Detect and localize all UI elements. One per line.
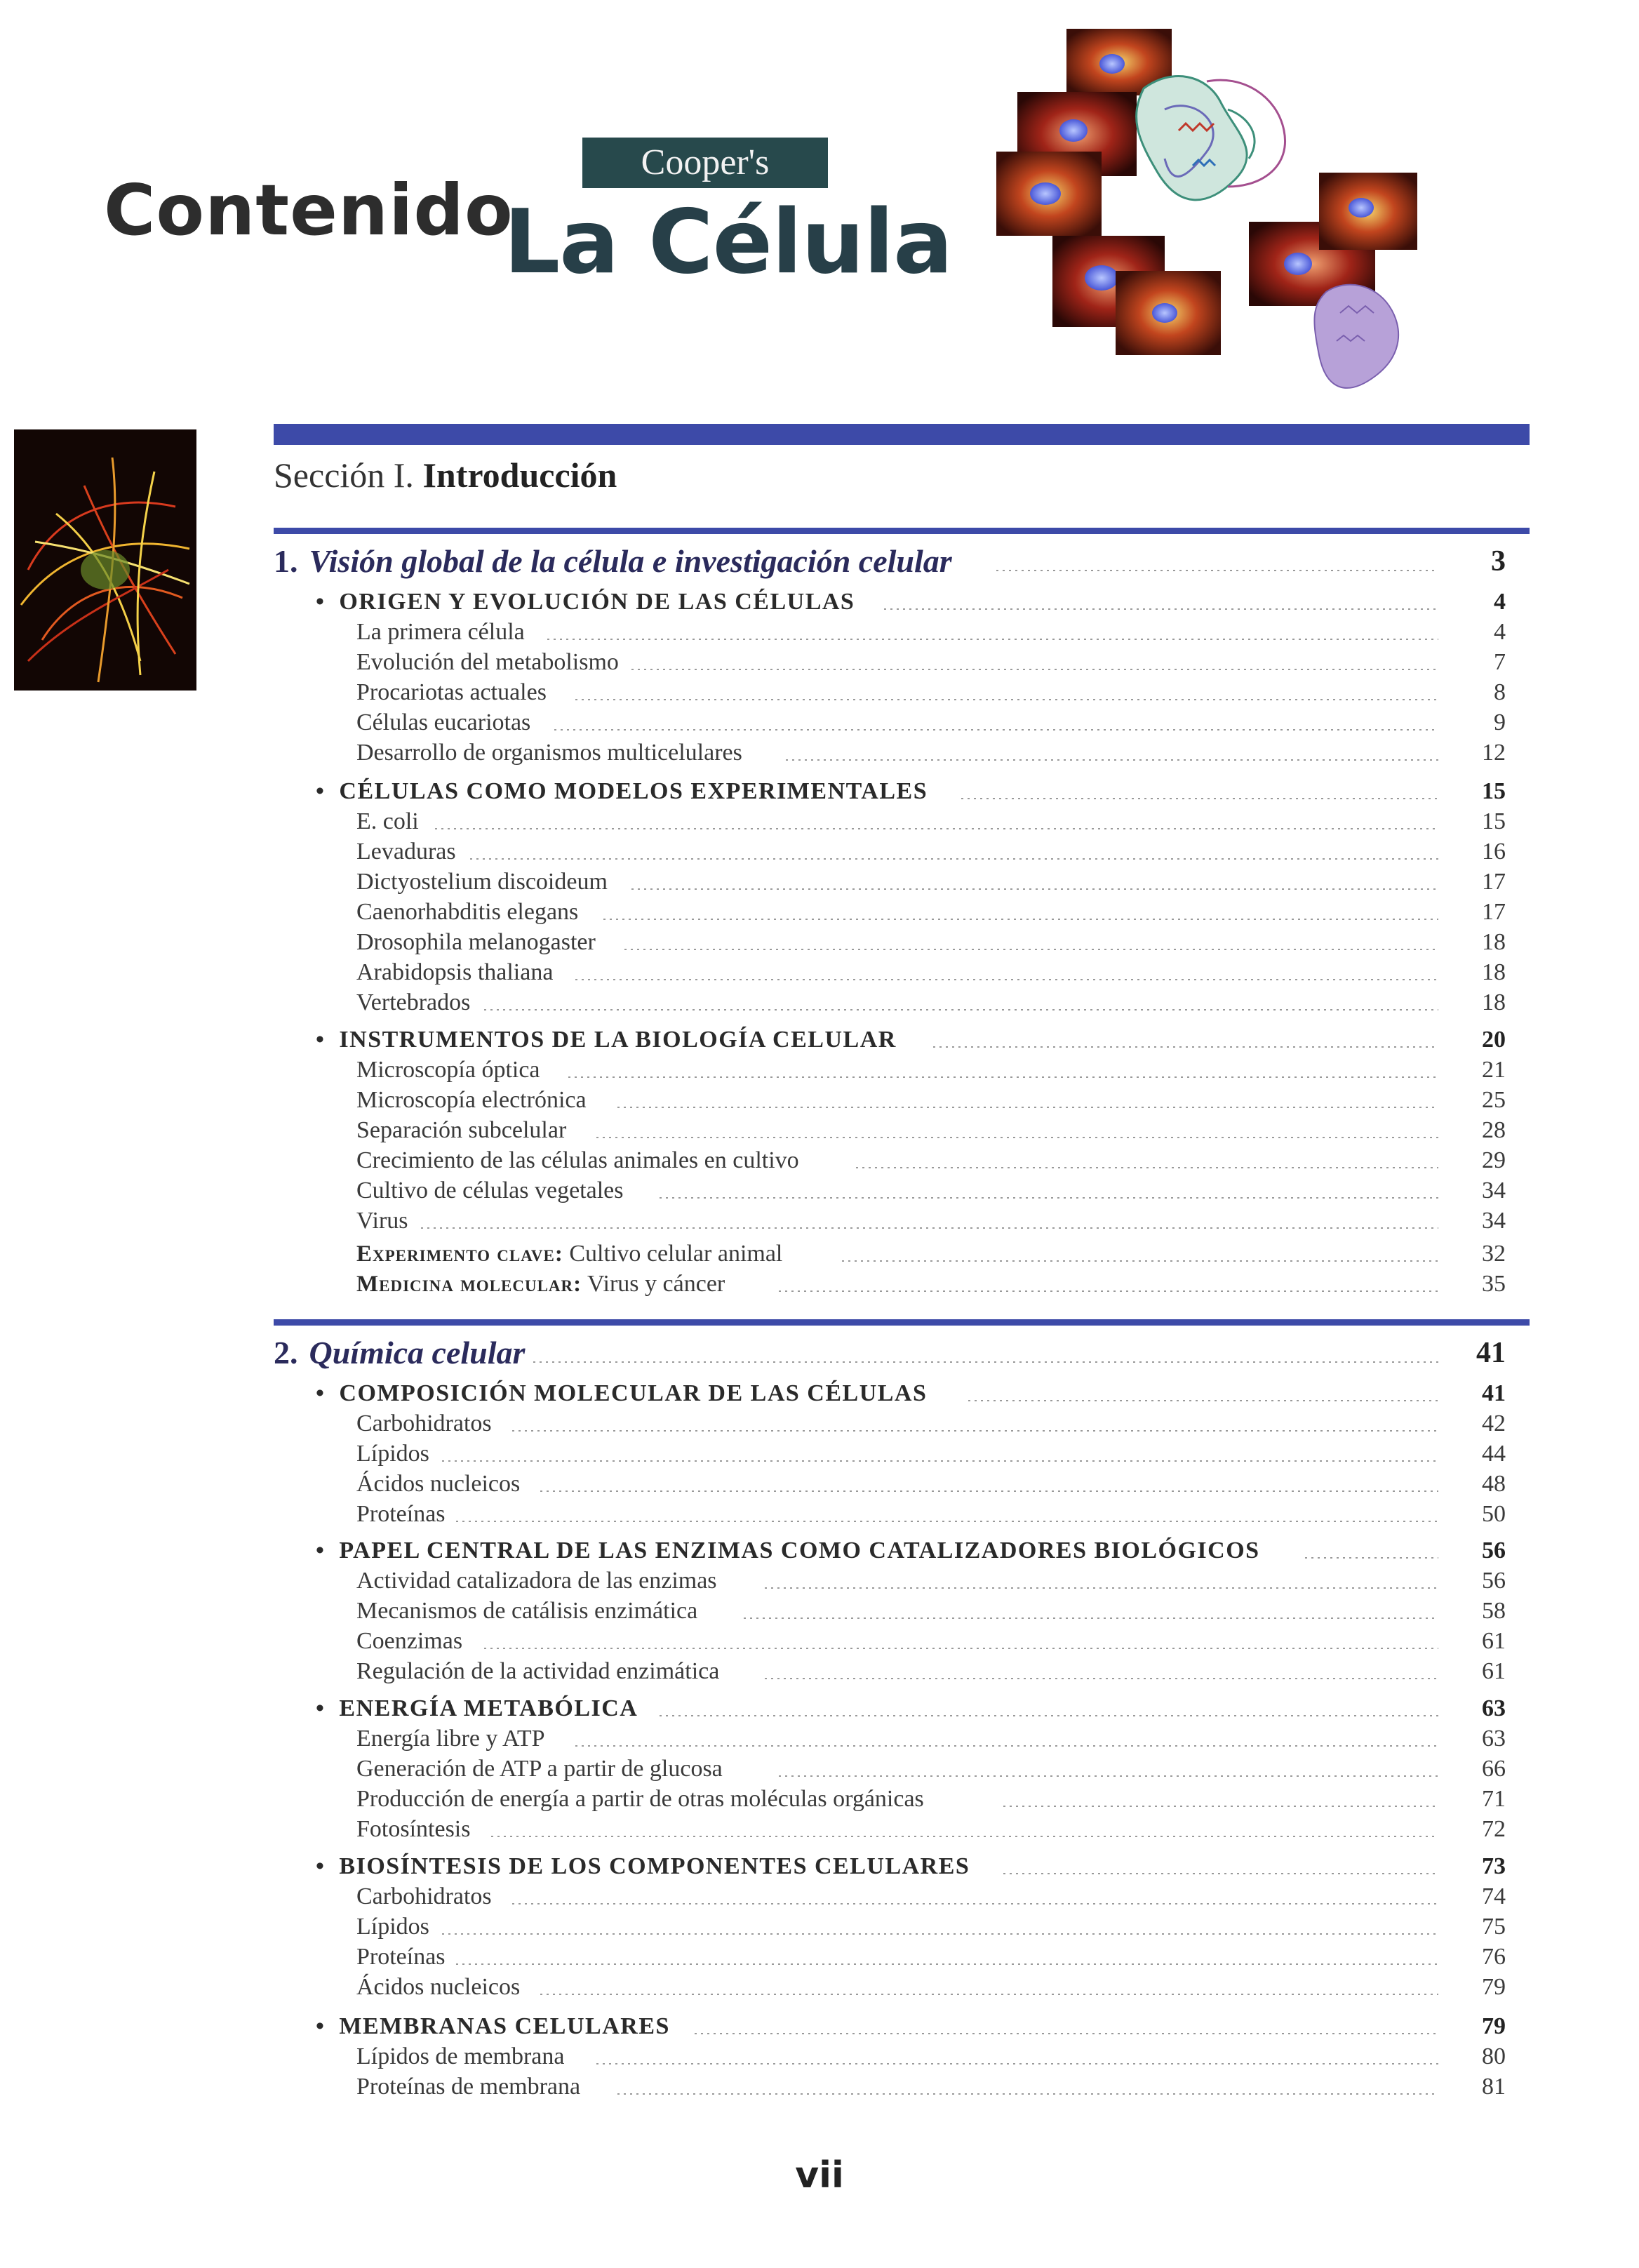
leader-dots [596, 1137, 1438, 1138]
item-page: 63 [1482, 1726, 1506, 1752]
item-page: 71 [1482, 1786, 1506, 1812]
item-title: Cultivo de células vegetales [356, 1175, 628, 1206]
toc-item[interactable] [0, 647, 1639, 677]
leader-dots [456, 1963, 1438, 1965]
item-page: 42 [1482, 1410, 1506, 1436]
leader-dots [884, 608, 1438, 610]
item-title: Procariotas actuales [356, 677, 551, 707]
chapter-divider [274, 1319, 1530, 1326]
toc-item[interactable] [0, 927, 1639, 957]
item-page: 8 [1494, 679, 1506, 705]
item-page: 21 [1482, 1057, 1506, 1083]
toc-item[interactable] [0, 1408, 1639, 1439]
toc-item[interactable] [0, 1206, 1639, 1236]
item-page: 61 [1482, 1628, 1506, 1654]
group-heading: PAPEL CENTRAL DE LAS ENZIMAS COMO CATALIZADORES BIOLÓGICOS [339, 1537, 1260, 1563]
leader-dots [533, 1361, 1438, 1363]
leader-dots [631, 669, 1438, 670]
leader-dots [779, 1290, 1438, 1292]
toc-special-item[interactable] [0, 1239, 1639, 1269]
leader-dots [1003, 1806, 1438, 1807]
leader-dots [996, 570, 1438, 571]
item-title: Virus [356, 1206, 413, 1236]
item-title: Desarrollo de organismos multicelulares [356, 738, 747, 768]
leader-dots [470, 858, 1438, 860]
leader-dots [786, 759, 1438, 761]
section-bar [274, 424, 1530, 445]
leader-dots [961, 798, 1438, 799]
item-page: 50 [1482, 1501, 1506, 1527]
toc-item[interactable] [0, 987, 1639, 1018]
item-title: Crecimiento de las células animales en cultivo [356, 1145, 803, 1175]
toc-item[interactable] [0, 2072, 1639, 2102]
group-page: 73 [1482, 1853, 1506, 1879]
section-name: Introducción [422, 455, 617, 495]
group-heading: MEMBRANAS CELULARES [339, 2013, 670, 2039]
toc-group-heading[interactable]: • INSTRUMENTOS DE LA BIOLOGÍA CELULAR 20 [0, 1025, 1639, 1055]
item-title: Células eucariotas [356, 707, 535, 738]
item-title: Caenorhabditis elegans [356, 897, 582, 927]
item-title: Mecanismos de catálisis enzimática [356, 1596, 702, 1626]
leader-dots [744, 1617, 1438, 1619]
toc-item[interactable] [0, 1115, 1639, 1145]
toc-item[interactable] [0, 677, 1639, 707]
item-title: Fotosíntesis [356, 1814, 474, 1844]
item-page: 61 [1482, 1658, 1506, 1684]
item-page: 81 [1482, 2074, 1506, 2100]
cover-collage-image [996, 25, 1431, 404]
leader-dots [512, 1903, 1438, 1905]
item-page: 17 [1482, 869, 1506, 895]
toc-group-heading[interactable]: • CÉLULAS COMO MODELOS EXPERIMENTALES 15 [0, 776, 1639, 806]
chapter-title: Visión global de la célula e investigación celular [309, 543, 952, 579]
leader-dots [596, 2063, 1438, 2064]
item-page: 17 [1482, 899, 1506, 925]
group-heading: BIOSÍNTESIS DE LOS COMPONENTES CELULARES [339, 1853, 970, 1879]
item-title: Proteínas [356, 1942, 450, 1972]
leader-dots [695, 2033, 1438, 2034]
leader-dots [660, 1715, 1438, 1716]
item-title: Evolución del metabolismo [356, 647, 623, 677]
toc-item[interactable] [0, 1145, 1639, 1175]
item-page: 79 [1482, 1974, 1506, 2000]
leader-dots [575, 1745, 1438, 1747]
toc-item[interactable] [0, 1784, 1639, 1814]
leader-dots [617, 2093, 1438, 2095]
toc-item[interactable] [0, 617, 1639, 647]
item-title: Actividad catalizadora de las enzimas [356, 1566, 721, 1596]
leader-dots [484, 1009, 1438, 1010]
group-page: 79 [1482, 2013, 1506, 2039]
item-page: 34 [1482, 1178, 1506, 1203]
group-page: 56 [1482, 1537, 1506, 1563]
item-title: Carbohidratos [356, 1408, 496, 1439]
group-heading: ORIGEN Y EVOLUCIÓN DE LAS CÉLULAS [339, 589, 855, 615]
leader-dots [1003, 1873, 1438, 1874]
leader-dots [603, 919, 1438, 920]
toc-group-heading[interactable]: • PAPEL CENTRAL DE LAS ENZIMAS COMO CATALIZADORES BIOLÓGICOS 56 [0, 1535, 1639, 1566]
leader-dots [631, 888, 1438, 890]
item-page: 34 [1482, 1208, 1506, 1234]
item-page: 58 [1482, 1598, 1506, 1624]
toc-item[interactable] [0, 1469, 1639, 1499]
item-page: 76 [1482, 1944, 1506, 1970]
leader-dots [547, 639, 1438, 640]
item-title: Lípidos [356, 1439, 434, 1469]
toc-item[interactable] [0, 1972, 1639, 2002]
toc-group-heading[interactable]: • BIOSÍNTESIS DE LOS COMPONENTES CELULARES 73 [0, 1851, 1639, 1881]
item-title: Microscopía óptica [356, 1055, 544, 1085]
leader-dots [421, 1227, 1438, 1229]
leader-dots [456, 1521, 1438, 1522]
toc-group-heading[interactable]: • ENERGÍA METABÓLICA 63 [0, 1693, 1639, 1723]
toc-group-heading[interactable]: • MEMBRANAS CELULARES 79 [0, 2011, 1639, 2041]
group-page: 15 [1482, 778, 1506, 804]
item-page: 44 [1482, 1441, 1506, 1467]
item-page: 25 [1482, 1087, 1506, 1113]
group-heading: COMPOSICIÓN MOLECULAR DE LAS CÉLULAS [339, 1380, 928, 1406]
toc-item[interactable] [0, 867, 1639, 897]
chapter-number: 1. [274, 543, 298, 579]
toc-group-heading[interactable]: • COMPOSICIÓN MOLECULAR DE LAS CÉLULAS 41 [0, 1378, 1639, 1408]
item-title: Ácidos nucleicos [356, 1469, 524, 1499]
item-page: 18 [1482, 959, 1506, 985]
item-page: 56 [1482, 1568, 1506, 1594]
toc-item[interactable] [0, 738, 1639, 768]
chapter-page: 3 [1491, 545, 1506, 578]
leader-dots [491, 1836, 1438, 1837]
item-title: Separación subcelular [356, 1115, 570, 1145]
book-title: La Célula [504, 190, 953, 293]
leader-dots [512, 1430, 1438, 1432]
item-page: 28 [1482, 1117, 1506, 1143]
item-title: Generación de ATP a partir de glucosa [356, 1754, 727, 1784]
item-title: E. coli [356, 806, 423, 836]
toc-item[interactable] [0, 707, 1639, 738]
leader-dots [842, 1260, 1438, 1262]
toc-item[interactable] [0, 1723, 1639, 1754]
leader-dots [1305, 1557, 1438, 1559]
toc-item[interactable] [0, 1596, 1639, 1626]
leader-dots [484, 1648, 1438, 1649]
item-page: 18 [1482, 989, 1506, 1015]
chapter-divider [274, 528, 1530, 534]
leader-dots [933, 1046, 1438, 1048]
group-heading: CÉLULAS COMO MODELOS EXPERIMENTALES [339, 778, 928, 804]
leader-dots [856, 1167, 1438, 1168]
group-page: 4 [1494, 589, 1506, 615]
toc-item[interactable] [0, 1814, 1639, 1844]
toc-item[interactable] [0, 1656, 1639, 1686]
group-heading: ENERGÍA METABÓLICA [339, 1695, 638, 1721]
leader-dots [779, 1775, 1438, 1777]
leader-dots [442, 1460, 1438, 1462]
page-number: vii [795, 2154, 844, 2196]
toc-item[interactable] [0, 1912, 1639, 1942]
item-page: 18 [1482, 929, 1506, 955]
leader-dots [765, 1678, 1438, 1679]
item-title: Producción de energía a partir de otras moléculas orgánicas [356, 1784, 928, 1814]
item-page: 72 [1482, 1816, 1506, 1842]
item-title: Levaduras [356, 836, 460, 867]
item-title: Dictyostelium discoideum [356, 867, 612, 897]
item-page: 4 [1494, 619, 1506, 645]
item-page: 16 [1482, 839, 1506, 865]
item-title: Carbohidratos [356, 1881, 496, 1912]
leader-dots [554, 729, 1438, 731]
toc-item[interactable] [0, 1626, 1639, 1656]
item-title: La primera célula [356, 617, 529, 647]
special-label: Experimento clave: [356, 1241, 563, 1267]
item-title: Microscopía electrónica [356, 1085, 591, 1115]
toc-item[interactable] [0, 2041, 1639, 2072]
chapter-title: Química celular [309, 1335, 526, 1370]
item-title: Energía libre y ATP [356, 1723, 549, 1754]
toc-item[interactable] [0, 1566, 1639, 1596]
leader-dots [575, 979, 1438, 980]
group-page: 20 [1482, 1027, 1506, 1053]
item-title: Proteínas [356, 1499, 450, 1529]
chapter-row[interactable] [0, 540, 1639, 582]
group-heading: INSTRUMENTOS DE LA BIOLOGÍA CELULAR [339, 1027, 897, 1053]
cooper-label-box: Cooper's [582, 138, 828, 188]
special-title: Cultivo celular animal [569, 1241, 783, 1267]
toc-item[interactable] [0, 957, 1639, 987]
leader-dots [765, 1587, 1438, 1589]
item-title: Proteínas de membrana [356, 2072, 584, 2102]
section-title [274, 455, 617, 495]
toc-item[interactable] [0, 1439, 1639, 1469]
toc-item[interactable] [0, 1881, 1639, 1912]
toc-item[interactable] [0, 1175, 1639, 1206]
toc-special-item[interactable] [0, 1269, 1639, 1299]
leader-dots [624, 949, 1438, 950]
toc-item[interactable] [0, 1754, 1639, 1784]
leader-dots [575, 699, 1438, 700]
leader-dots [540, 1994, 1438, 1995]
chapter-page: 41 [1476, 1337, 1506, 1369]
item-page: 29 [1482, 1147, 1506, 1173]
group-page: 41 [1482, 1380, 1506, 1406]
item-page: 7 [1494, 649, 1506, 675]
item-title: Lípidos de membrana [356, 2041, 568, 2072]
item-title: Drosophila melanogaster [356, 927, 600, 957]
item-page: 12 [1482, 740, 1506, 766]
chapter-row[interactable] [0, 1332, 1639, 1374]
section-prefix: Sección I. [274, 455, 414, 495]
leader-dots [540, 1490, 1438, 1492]
item-page: 74 [1482, 1883, 1506, 1909]
toc-item[interactable] [0, 1499, 1639, 1529]
toc-group-heading[interactable]: • ORIGEN Y EVOLUCIÓN DE LAS CÉLULAS 4 [0, 587, 1639, 617]
item-page: 66 [1482, 1756, 1506, 1782]
item-title: Regulación de la actividad enzimática [356, 1656, 723, 1686]
page-title: Contenido [104, 169, 514, 251]
item-page: 9 [1494, 709, 1506, 735]
item-page: 15 [1482, 808, 1506, 834]
leader-dots [442, 1933, 1438, 1935]
leader-dots [660, 1197, 1438, 1199]
special-page: 35 [1482, 1271, 1506, 1297]
leader-dots [617, 1107, 1438, 1108]
item-page: 80 [1482, 2043, 1506, 2069]
toc-item[interactable] [0, 897, 1639, 927]
special-page: 32 [1482, 1241, 1506, 1267]
item-title: Vertebrados [356, 987, 474, 1018]
item-title: Arabidopsis thaliana [356, 957, 557, 987]
toc-item[interactable] [0, 1942, 1639, 1972]
item-title: Coenzimas [356, 1626, 467, 1656]
leader-dots [568, 1076, 1438, 1078]
group-page: 63 [1482, 1695, 1506, 1721]
toc-item[interactable] [0, 1055, 1639, 1085]
item-page: 75 [1482, 1914, 1506, 1940]
item-page: 48 [1482, 1471, 1506, 1497]
toc-item[interactable] [0, 1085, 1639, 1115]
special-label: Medicina molecular: [356, 1272, 582, 1297]
chapter-number: 2. [274, 1335, 298, 1370]
leader-dots [968, 1400, 1438, 1401]
special-title: Virus y cáncer [587, 1271, 725, 1297]
item-title: Lípidos [356, 1912, 434, 1942]
toc-item[interactable] [0, 806, 1639, 836]
leader-dots [435, 828, 1438, 829]
item-title: Ácidos nucleicos [356, 1972, 524, 2002]
toc-item[interactable] [0, 836, 1639, 867]
